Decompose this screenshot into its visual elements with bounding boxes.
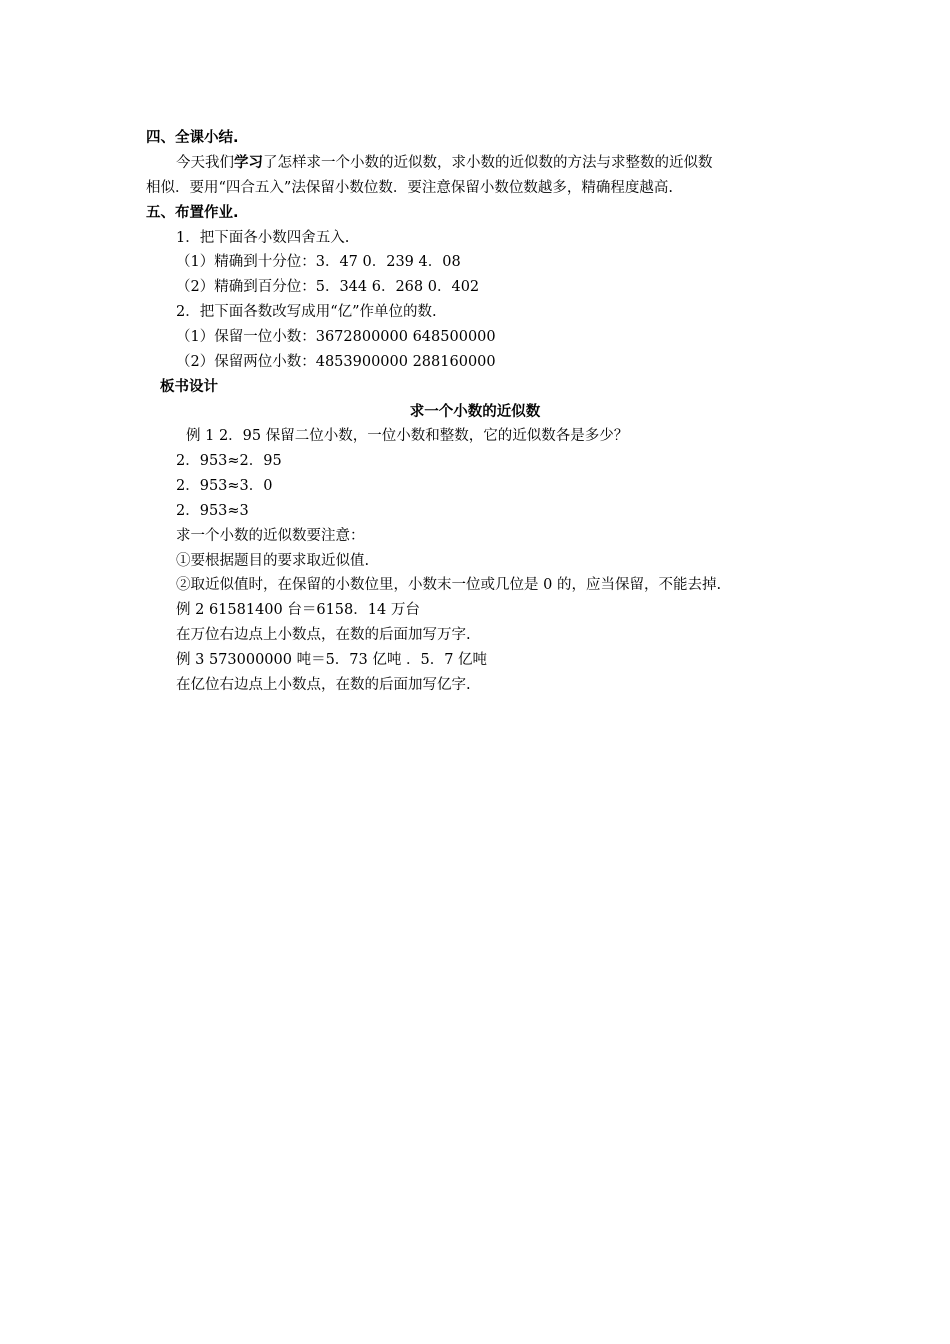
homework-q1-a: （1）精确到十分位：3．47 0．239 4．08 <box>176 254 461 270</box>
summary-text-a: 今天我们 <box>176 155 234 171</box>
example2: 例 2 61581400 台＝6158．14 万台 <box>176 602 420 618</box>
example3: 例 3 573000000 吨＝5．73 亿吨 ．5．7 亿吨 <box>176 652 488 668</box>
board-title: 求一个小数的近似数 <box>409 404 541 420</box>
summary-paragraph-line1 <box>176 153 713 173</box>
example2-note: 在万位右边点上小数点，在数的后面加写万字. <box>176 627 471 643</box>
result-line-3: 2．953≈3 <box>176 503 249 519</box>
section5-heading: 五、布置作业. <box>146 205 239 221</box>
summary-paragraph-line2: 相似．要用“四合五入”法保留小数位数．要注意保留小数位数越多，精确程度越高. <box>146 180 673 196</box>
homework-q2: 2．把下面各数改写成用“亿”作单位的数. <box>176 304 437 320</box>
homework-q2-a: （1）保留一位小数：3672800000 648500000 <box>176 329 496 345</box>
note-item-1: ①要根据题目的要求取近似值. <box>176 553 370 569</box>
result-line-2: 2．953≈3．0 <box>176 478 273 494</box>
homework-q2-b: （2）保留两位小数：4853900000 288160000 <box>176 354 496 370</box>
result-line-1: 2．953≈2．95 <box>176 453 282 469</box>
homework-q1-b: （2）精确到百分位：5．344 6．268 0．402 <box>176 279 480 295</box>
note-heading: 求一个小数的近似数要注意： <box>176 528 365 544</box>
section4-heading: 四、全课小结. <box>146 130 239 146</box>
example1: 例 1 2．95 保留二位小数，一位小数和整数，它的近似数各是多少？ <box>186 428 629 444</box>
example3-note: 在亿位右边点上小数点，在数的后面加写亿字. <box>176 677 471 693</box>
board-design-heading: 板书设计 <box>160 379 218 395</box>
note-item-2: ②取近似值时，在保留的小数位里，小数末一位或几位是 0 的，应当保留，不能去掉. <box>176 577 722 593</box>
summary-text-c: 了怎样求一个小数的近似数，求小数的近似数的方法与求整数的近似数 <box>263 155 713 171</box>
homework-q1: 1．把下面各小数四舍五入. <box>176 230 350 246</box>
summary-text-bold: 学习 <box>234 155 263 171</box>
